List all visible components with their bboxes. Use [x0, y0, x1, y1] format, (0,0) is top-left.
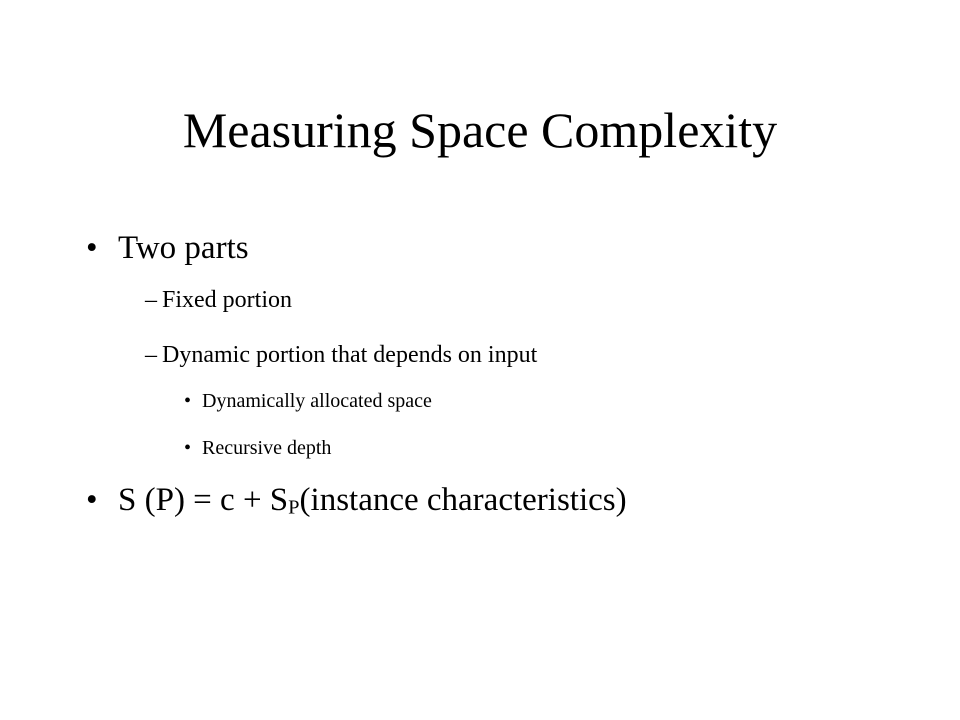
bullet-marker: • [184, 437, 192, 459]
bullet-marker: • [86, 482, 98, 518]
sub-sub-bullet-text: Recursive depth [202, 437, 332, 459]
formula-tail: (instance characteristics) [299, 482, 627, 518]
sub-sub-bullet-dynamic-alloc [184, 388, 432, 414]
bullet-marker: • [86, 230, 98, 266]
sub-sub-bullet-recursive [184, 435, 331, 461]
sub-sub-bullet-text: Dynamically allocated space [202, 390, 432, 412]
bullet-marker: • [184, 390, 192, 412]
slide-title: Measuring Space Complexity [182, 102, 778, 158]
dash-marker: – [145, 342, 157, 368]
dash-marker: – [145, 287, 157, 313]
bullet-formula [86, 480, 627, 520]
formula-lead: S (P) = c + S [118, 482, 289, 518]
bullet-two-parts [86, 228, 249, 268]
formula-subscript: P [288, 496, 300, 519]
bullet-text: Two parts [118, 230, 249, 266]
sub-bullet-text: Fixed portion [162, 287, 292, 313]
sub-bullet-dynamic [145, 340, 537, 370]
sub-bullet-fixed [145, 285, 292, 315]
sub-bullet-text: Dynamic portion that depends on input [162, 342, 538, 368]
